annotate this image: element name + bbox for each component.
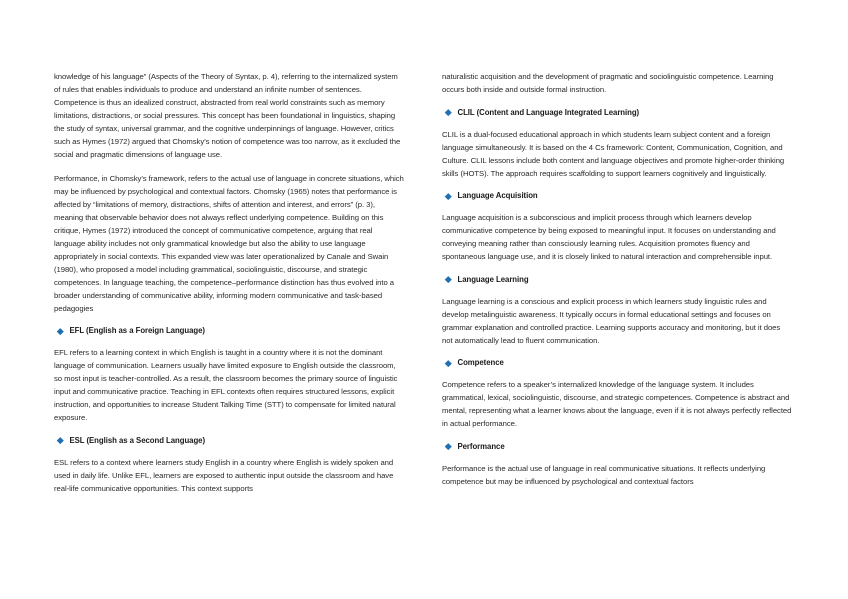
paragraph-esl-continued: naturalistic acquisition and the development of pragmatic and sociolinguistic competence. Learning occurs both inside and outside formal instruction. — [442, 72, 774, 94]
heading-language-learning — [442, 274, 792, 286]
right-column — [442, 70, 792, 498]
paragraph-language-learning: Language learning is a conscious and explicit process in which learners study linguistic rules and develop metalinguistic awareness. It typically occurs in formal educational settings and focuses on grammar explanation and controlled practice. Learning supports accuracy and monitoring, but it does not automatically lead to fluent communication. — [442, 296, 781, 345]
paragraph-language-acquisition: Language acquisition is a subconscious and implicit process through which learners develop communicative competence by being exposed to meaningful input. It focuses on understanding and conveying meaning rather than consciously learning rules. Acquisition promotes fluency and spontaneous language use, and it is closely linked to natural interaction and comprehensible input. — [442, 213, 776, 261]
paragraph-performance: Performance is the actual use of language in real communicative situations. It reflects underlying competence but may be influenced by psychological and contextual factors — [442, 463, 766, 486]
heading-efl-label: EFL (English as a Foreign Language) — [69, 326, 205, 335]
heading-competence — [442, 357, 792, 369]
paragraph-efl: EFL refers to a learning context in which English is taught in a country where it is not the dominant language of communication. Learners usually have limited exposure to English outside the classroom, so most input is teacher-controlled. As a result, the classroom becomes the primary source of linguistic input and communicative practice. Teaching in EFL contexts often requires structured lessons, explicit instruction, and opportunities to increase Student Talking Time (STT) to compensate for limited natural exposure. — [54, 348, 398, 422]
heading-esl-label: ESL (English as a Second Language) — [69, 435, 205, 445]
diamond-bullet-icon — [445, 109, 451, 115]
diamond-bullet-icon — [445, 443, 451, 449]
paragraph-esl: ESL refers to a context where learners study English in a country where English is widely spoken and used in daily life. Unlike EFL, learners are exposed to authentic input outside the classroom and have real-life communicative opportunities. This context supports — [54, 457, 394, 493]
heading-clil-label: CLIL (Content and Language Integrated Learning) — [457, 107, 640, 117]
heading-efl — [54, 325, 404, 337]
diamond-bullet-icon — [445, 276, 451, 282]
paragraph-competence: Competence refers to a speaker’s internalized knowledge of the language system. It includes grammatical, lexical, sociolinguistic, discourse, and strategic competences. Competence is abstract and mental, representing what a learner knows about the language, even if it is not always perfectly reflected in actual performance. — [442, 380, 792, 428]
heading-performance — [442, 441, 792, 453]
heading-esl — [54, 435, 404, 447]
heading-language-learning-label: Language Learning — [457, 274, 529, 284]
heading-competence-label: Competence — [457, 358, 504, 367]
diamond-bullet-icon — [57, 328, 63, 334]
diamond-bullet-icon — [445, 360, 451, 366]
diamond-bullet-icon — [57, 437, 63, 443]
paragraph-competence-definition: knowledge of his language” (Aspects of the Theory of Syntax, p. 4), referring to the internalized system of rules that enables individuals to produce and understand an infinite number of sentences. Competence is thus an idealized construct, abstracted from real world constraints such as memory limitations, distractions, or social pressures. This concept has been foundational in linguistics, shaping the study of syntax, universal grammar, and the cognitive underpinnings of language. However, critics such as Hymes (1972) argued that Chomsky’s notion of competence was too narrow, as it excluded the social and pragmatic dimensions of language use. — [54, 72, 401, 159]
left-column — [54, 70, 404, 505]
heading-language-acquisition — [442, 190, 792, 202]
paragraph-clil: CLIL is a dual-focused educational approach in which students learn subject content and a foreign language simultaneously. It is based on the 4 Cs framework: Content, Communication, Cognition, and Culture. CLIL lessons include both content and language objectives and promote higher-order thinking skills (HOTS). The approach requires scaffolding to support learners cognitively and linguistically. — [442, 129, 785, 178]
heading-performance-label: Performance — [457, 441, 505, 451]
heading-clil — [442, 107, 792, 119]
paragraph-performance-chomsky: Performance, in Chomsky’s framework, refers to the actual use of language in concrete situations, which may be influenced by psychological and contextual factors. Chomsky (1965) notes that performance is affected by “limitations of memory, distractions, shifts of attention and interest, and errors” (p. 3), meaning that observable behavior does not always reflect underlying competence. Building on this critique, Hymes (1972) introduced the concept of communicative competence, arguing that real language ability includes not only grammatical knowledge but also the ability to use language appropriately in social contexts. This expanded view was later operationalized by Canale and Swain (1980), who proposed a model including grammatical, sociolinguistic, discourse, and strategic competences. In language teaching, the competence–performance distinction has thus evolved into a broader understanding of communicative ability, informing modern communicative and task-based pedagogies — [54, 173, 404, 313]
diamond-bullet-icon — [445, 193, 451, 199]
heading-language-acquisition-label: Language Acquisition — [457, 191, 538, 200]
